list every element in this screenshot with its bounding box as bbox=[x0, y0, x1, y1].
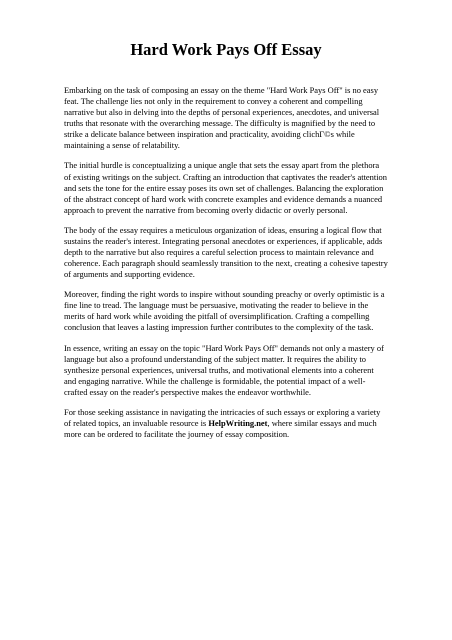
document-title: Hard Work Pays Off Essay bbox=[130, 40, 322, 59]
paragraph-6-text-before: For those seeking assistance in navigating the intricacies of such essays or exploring a variety of related topics, an invaluable resource is bbox=[64, 407, 381, 429]
helpwriting-link: HelpWriting.net bbox=[208, 418, 268, 429]
paragraph-1: Embarking on the task of composing an essay on the theme "Hard Work Pays Off" is no easy feat. The challenge lies not only in the requirement to convey a coherent and compelling narrative but also in delving into the depths of personal experiences, anecdotes, and universal truths that resonate with the overarching message. The difficulty is magnified by the need to strike a delicate balance between inspiration and practicality, avoiding clichГ©s while maintaining a sense of relatability. bbox=[64, 85, 380, 151]
paragraph-4: Moreover, finding the right words to inspire without sounding preachy or overly optimistic is a fine line to tread. The language must be persuasive, motivating the reader to believe in the merits of hard work while avoiding the pitfall of oversimplification. Crafting a compelling conclusion that leaves a lasting impression further contributes to the complexity of the task. bbox=[64, 289, 385, 333]
paragraph-2: The initial hurdle is conceptualizing a unique angle that sets the essay apart from the plethora of existing writings on the subject. Crafting an introduction that captivates the reader's attention and sets the tone for the entire essay poses its own set of challenges. Balancing the exploration of the abstract concept of hard work with concrete examples and evidence demands a nuanced approach to prevent the narrative from becoming overly didactic or overly personal. bbox=[64, 160, 387, 215]
paragraph-6 bbox=[64, 407, 388, 440]
paragraph-6-text-after: , where similar essays and much more can be ordered to facilitate the journey of essay composition. bbox=[64, 418, 377, 440]
paragraph-5: In essence, writing an essay on the topic "Hard Work Pays Off" demands not only a mastery of language but also a profound understanding of the subject matter. It requires the ability to synthesize personal experiences, universal truths, and motivational elements into a coherent and engaging narrative. While the challenge is formidable, the potential impact of a well-crafted essay on the reader's perspective makes the endeavor worthwhile. bbox=[64, 342, 384, 397]
paragraph-3: The body of the essay requires a meticulous organization of ideas, ensuring a logical flow that sustains the reader's interest. Integrating personal anecdotes or experiences, if applicable, adds depth to the narrative but also requires a careful selection process to maintain relevance and coherence. Each paragraph should seamlessly transition to the next, creating a cohesive tapestry of arguments and supporting evidence. bbox=[64, 224, 388, 280]
